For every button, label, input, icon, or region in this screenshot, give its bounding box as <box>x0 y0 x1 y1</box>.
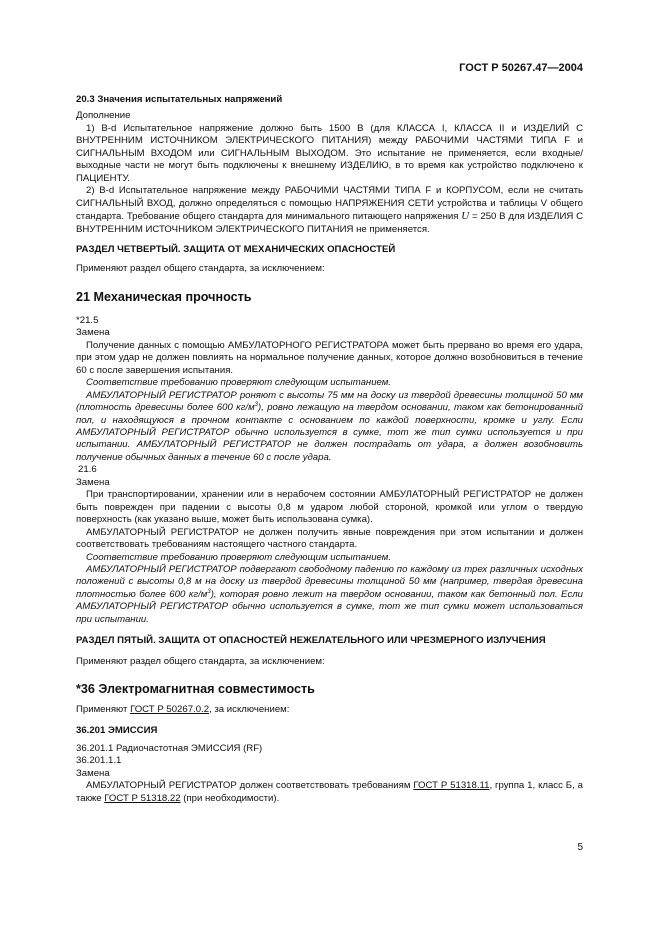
clause-number: 21.6 <box>78 464 97 476</box>
test-description: АМБУЛАТОРНЫЙ РЕГИСТРАТОР роняют с высоты 75 мм на доску из твердой древесины толщиной 50 мм (плотность древесины более 600 $кг/м^3$), ровно лежащую на твердом основании, таком как бетонированный пол, и находящуюся в прочном контакте с основанием по каждой поверхности, кромке и углу. Если АМБУЛАТОРНЫЙ РЕГИСТРАТОР обычно используется в сумке, тот же тип сумки используется и при испытании. АМБУЛАТОРНЫЙ РЕГИСТРАТОР не должен пострадать от удара, а должен возобновить получение обычных данных в течение 60 с после удара. <box>76 389 583 463</box>
test-description: АМБУЛАТОРНЫЙ РЕГИСТРАТОР подвергают свободному падению по каждому из трех различных исходных положений с высоты 0,8 м на доску из твердой древесины толщиной 50 мм (например, твердая древесина плотностью более 600 $кг/м^3$), которая ровно лежит на твердом основании, таком как бетонный пол. Если АМБУЛАТОРНЫЙ РЕГИСТРАТОР обычно используется в сумке, тот же тип сумки может использоваться при испытании. <box>76 563 584 625</box>
page-number: 5 <box>577 842 583 853</box>
document-id: ГОСТ Р 50267.47—2004 <box>459 62 583 74</box>
replacement-label: Замена <box>76 767 110 779</box>
section-4-apply: Применяют раздел общего стандарта, за исключением: <box>76 263 325 275</box>
paragraph: При транспортировании, хранении или в нерабочем состоянии АМБУЛАТОРНЫЙ РЕГИСТРАТОР не должен быть поврежден при падении с высоты 0,8 м ударом любой стороной, кромкой или углом о твердую поверхность (как указано выше, может быть использована сумка). <box>76 489 583 526</box>
paragraph: 2) B-d Испытательное напряжение между РАБОЧИМИ ЧАСТЯМИ ТИПА F и КОРПУСОМ, если не считать СИГНАЛЬНЫЙ ВХОД, должно определяться с помощью НАПРЯЖЕНИЯ СЕТИ устройства и таблицы V общего стандарта. Требование общего стандарта для минимального питающего напряжения U = 250 В для ИЗДЕЛИЯ С ВНУТРЕННИМ ИСТОЧНИКОМ ЭЛЕКТРИЧЕСКОГО ПИТАНИЯ не применяется. <box>76 185 583 235</box>
section-20-3-heading: 20.3 Значения испытательных напряжений <box>76 94 283 105</box>
section-5-heading: РАЗДЕЛ ПЯТЫЙ. ЗАЩИТА ОТ ОПАСНОСТЕЙ НЕЖЕЛАТЕЛЬНОГО ИЛИ ЧРЕЗМЕРНОГО ИЗЛУЧЕНИЯ <box>76 635 546 647</box>
section-4-heading: РАЗДЕЛ ЧЕТВЕРТЫЙ. ЗАЩИТА ОТ МЕХАНИЧЕСКИХ ОПАСНОСТЕЙ <box>76 243 396 255</box>
compliance-check: Соответствие требованию проверяют следующим испытанием. <box>86 551 392 563</box>
paragraph: Получение данных с помощью АМБУЛАТОРНОГО РЕГИСТРАТОРА может быть прервано во время его удара, при этом удар не должен повлиять на нормальное получение данных, которое должно возобновиться в течение 60 с после завершения испытания. <box>76 339 583 376</box>
section-5-apply: Применяют раздел общего стандарта, за исключением: <box>76 655 325 667</box>
clause-number: 36.201.1.1 <box>76 755 122 767</box>
paragraph: АМБУЛАТОРНЫЙ РЕГИСТРАТОР не должен получить явные повреждения при этом испытании и должен соответствовать требованиям настоящего частного стандарта. <box>76 526 583 551</box>
standard-link[interactable]: ГОСТ Р 50267.0.2 <box>130 704 210 716</box>
document-body <box>76 94 583 805</box>
section-21-heading: 21 Механическая прочность <box>76 289 252 304</box>
section-36-apply: Применяют ГОСТ Р 50267.0.2, за исключением: <box>76 704 290 716</box>
paragraph: 1) B-d Испытательное напряжение должно быть 1500 В (для КЛАССА I, КЛАССА II и ИЗДЕЛИЙ С ВНУТРЕННИМ ИСТОЧНИКОМ ЭЛЕКТРИЧЕСКОГО ПИТАНИЯ) между РАБОЧИМИ ЧАСТЯМИ ТИПА F и СИГНАЛЬНЫМ ВХОДОМ или СИГНАЛЬНЫМ ВЫХОДОМ. Это испытание не применяется, если входные/выходные части не могут быть подключены к внешнему ИЗДЕЛИЮ, в то время как устройство подключено к ПАЦИЕНТУ. <box>76 122 583 184</box>
clause-title: 36.201.1 Радиочастотная ЭМИССИЯ (RF) <box>76 743 263 755</box>
compliance-check: Соответствие требованию проверяют следующим испытанием. <box>86 377 392 389</box>
replacement-label: Замена <box>76 327 110 339</box>
clause-number: *21.5 <box>76 314 99 326</box>
paragraph: АМБУЛАТОРНЫЙ РЕГИСТРАТОР должен соответствовать требованиям ГОСТ Р 51318.11, группа 1, класс Б, а также ГОСТ Р 51318.22 (при необходимости). <box>76 780 583 804</box>
replacement-label: Замена <box>76 476 110 488</box>
addition-label: Дополнение <box>76 110 131 122</box>
standard-link[interactable]: ГОСТ Р 51318.11 <box>413 780 490 792</box>
standard-link[interactable]: ГОСТ Р 51318.22 <box>104 792 181 804</box>
section-36-heading: *36 Электромагнитная совместимость <box>76 682 315 697</box>
section-36-201-heading: 36.201 ЭМИССИЯ <box>76 724 158 736</box>
